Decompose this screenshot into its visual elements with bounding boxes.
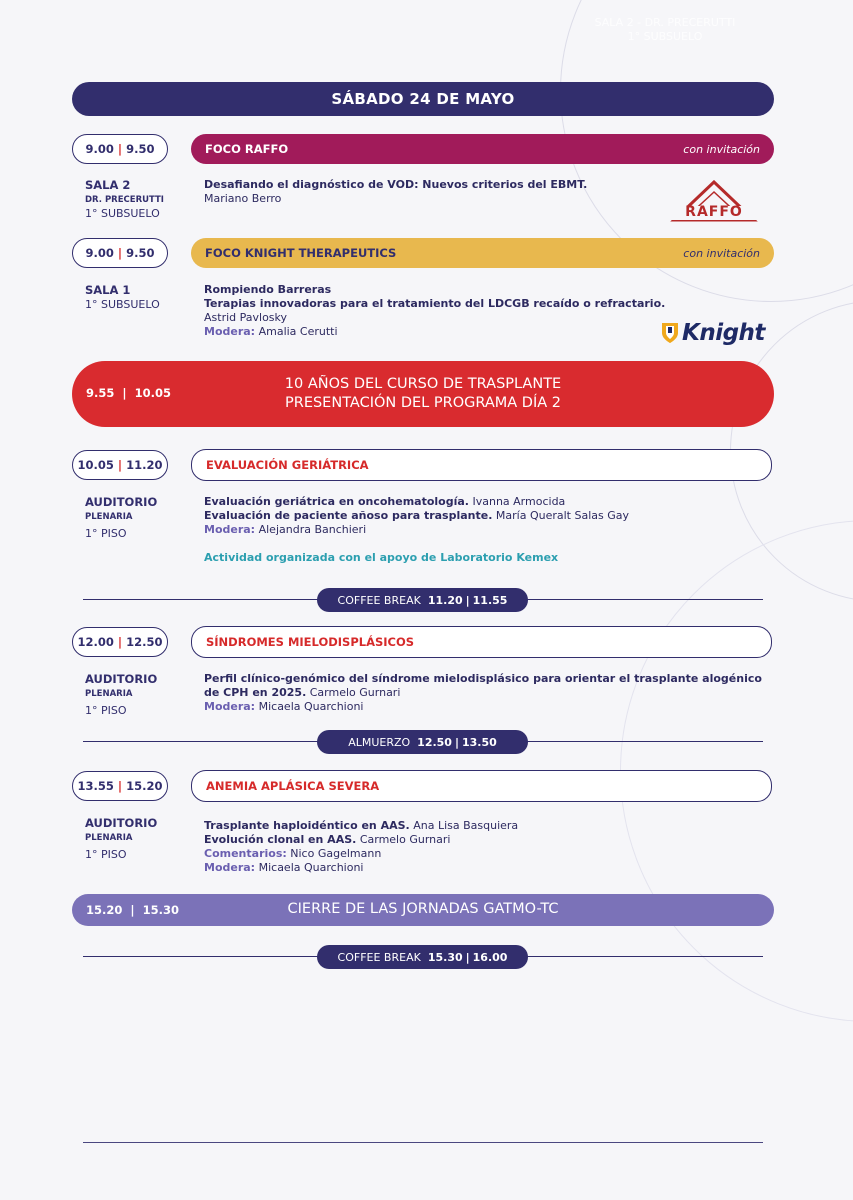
time-start: 9.55 [86,386,115,400]
closing-title: CIERRE DE LAS JORNADAS GATMO-TC [287,901,559,917]
room-floor: 1° SUBSUELO [85,298,160,311]
break-end: 16.00 [472,950,508,964]
banner-line1: 10 AÑOS DEL CURSO DE TRASPLANTE [284,376,562,392]
room-name: AUDITORIO [85,672,158,686]
moderator: Micaela Quarchioni [258,861,364,874]
room-floor: 1° SUBSUELO [85,207,160,220]
time-end: 11.20 [126,458,163,472]
room-name: SALA 2 [85,178,131,192]
talk-list [204,819,684,875]
program-banner [72,361,774,427]
time-separator: | [117,458,123,472]
speaker: María Queralt Salas Gay [495,509,630,522]
moderator: Micaela Quarchioni [258,700,364,713]
talk-title: Evaluación de paciente añoso para trasplante. [204,509,493,522]
room-sub: PLENARIA [85,512,133,522]
raffo-logo-text: RAFFO [685,204,743,220]
invitation-note: con invitación [683,246,760,260]
room-name: AUDITORIO [85,816,158,830]
moderator-label: Modera: [204,861,256,874]
time-separator: | [130,903,135,917]
talk-title: Perfil clínico-genómico del síndrome mielodisplásico para orientar el trasplante alogénico [204,672,762,685]
commentator-label: Comentarios: [204,847,287,860]
time-end: 10.05 [134,386,171,400]
break-pill [317,730,528,754]
footer-line [83,1142,763,1143]
time-separator: | [122,386,127,400]
speaker: Astrid Pavlosky [204,311,288,324]
room-floor: 1° PISO [85,848,127,861]
break-start: 15.30 [427,950,463,964]
corner-label [570,16,760,44]
session-title: FOCO KNIGHT THERAPEUTICS [205,246,397,260]
corner-label-line1: SALA 2 - DR. PRECERUTTI [594,16,736,29]
talk-list [204,178,654,206]
banner-title [222,375,624,413]
time-start: 12.00 [77,635,114,649]
time-end: 15.30 [142,903,180,917]
session-title: FOCO RAFFO [205,142,289,156]
session-title: ANEMIA APLÁSICA SEVERA [206,779,380,793]
raffo-logo [668,180,760,222]
talk-title: Rompiendo Barreras [204,283,332,296]
room-info [85,672,195,718]
time-separator: | [117,635,123,649]
talk-list [204,283,674,339]
time-pill [72,627,168,657]
time-separator: | [454,735,459,749]
session-title: EVALUACIÓN GERIÁTRICA [206,458,369,472]
break-end: 13.50 [462,735,497,749]
support-note: Actividad organizada con el apoyo de Laboratorio Kemex [204,551,559,564]
day-header: SÁBADO 24 DE MAYO [72,82,774,116]
time-pill [72,238,168,268]
room-floor: 1° PISO [85,704,127,717]
session-title-bar [191,626,772,658]
speaker: Carmelo Gurnari [359,833,451,846]
speaker: Carmelo Gurnari [309,686,401,699]
talk-title: de CPH en 2025. [204,686,307,699]
time-separator: | [465,593,470,607]
moderator: Amalia Cerutti [258,325,338,338]
moderator-label: Modera: [204,523,256,536]
moderator: Alejandra Banchieri [258,523,367,536]
session-title: SÍNDROMES MIELODISPLÁSICOS [206,635,415,649]
session-title-bar [191,449,772,481]
time-end: 12.50 [126,635,163,649]
talk-list [204,495,684,565]
time-separator: | [465,950,470,964]
talk-list [204,672,764,714]
speaker: Ana Lisa Basquiera [413,819,519,832]
room-name: AUDITORIO [85,495,158,509]
moderator-label: Modera: [204,700,256,713]
break-label: COFFEE BREAK [337,950,421,964]
break-start: 12.50 [417,735,452,749]
corner-label-line2: 1° SUBSUELO [627,30,703,43]
room-info [85,816,195,862]
time-end: 9.50 [126,142,155,156]
banner-time [86,386,171,400]
speaker: Mariano Berro [204,192,282,205]
time-separator: | [117,779,123,793]
time-end: 9.50 [126,246,155,260]
commentator: Nico Gagelmann [290,847,382,860]
invitation-note: con invitación [683,142,760,156]
talk-title: Desafiando el diagnóstico de VOD: Nuevos criterios del EBMT. [204,178,588,191]
session-title-bar [191,770,772,802]
moderator-label: Modera: [204,325,256,338]
break-label: ALMUERZO [348,735,411,749]
session-title-bar [191,134,774,164]
knight-logo-text: Knight [682,320,765,346]
time-pill [72,450,168,480]
time-separator: | [117,142,123,156]
break-pill [317,588,528,612]
time-end: 15.20 [126,779,163,793]
closing-bar [72,894,774,926]
room-info [85,178,195,221]
room-floor: 1° PISO [85,527,127,540]
time-separator: | [117,246,123,260]
knight-logo [660,318,765,348]
closing-time [86,903,179,917]
time-start: 15.20 [86,903,123,917]
talk-title: Evaluación geriátrica en oncohematología. [204,495,469,508]
session-title-bar [191,238,774,268]
talk-title: Evolución clonal en AAS. [204,833,357,846]
time-start: 9.00 [85,246,114,260]
time-start: 9.00 [85,142,114,156]
talk-title: Terapias innovadoras para el tratamiento del LDCGB recaído o refractario. [204,297,666,310]
time-pill [72,134,168,164]
banner-line2: PRESENTACIÓN DEL PROGRAMA DÍA 2 [285,395,561,411]
time-start: 13.55 [77,779,114,793]
break-start: 11.20 [427,593,463,607]
break-end: 11.55 [472,593,508,607]
room-info [85,495,195,541]
time-start: 10.05 [77,458,114,472]
break-pill [317,945,528,969]
speaker: Ivanna Armocida [472,495,566,508]
room-info [85,283,195,312]
knight-shield-icon [660,321,680,345]
time-pill [72,771,168,801]
room-sub: PLENARIA [85,689,133,699]
room-name: SALA 1 [85,283,131,297]
room-sub: DR. PRECERUTTI [85,195,164,205]
room-sub: PLENARIA [85,833,133,843]
break-label: COFFEE BREAK [337,593,421,607]
talk-title: Trasplante haploidéntico en AAS. [204,819,410,832]
